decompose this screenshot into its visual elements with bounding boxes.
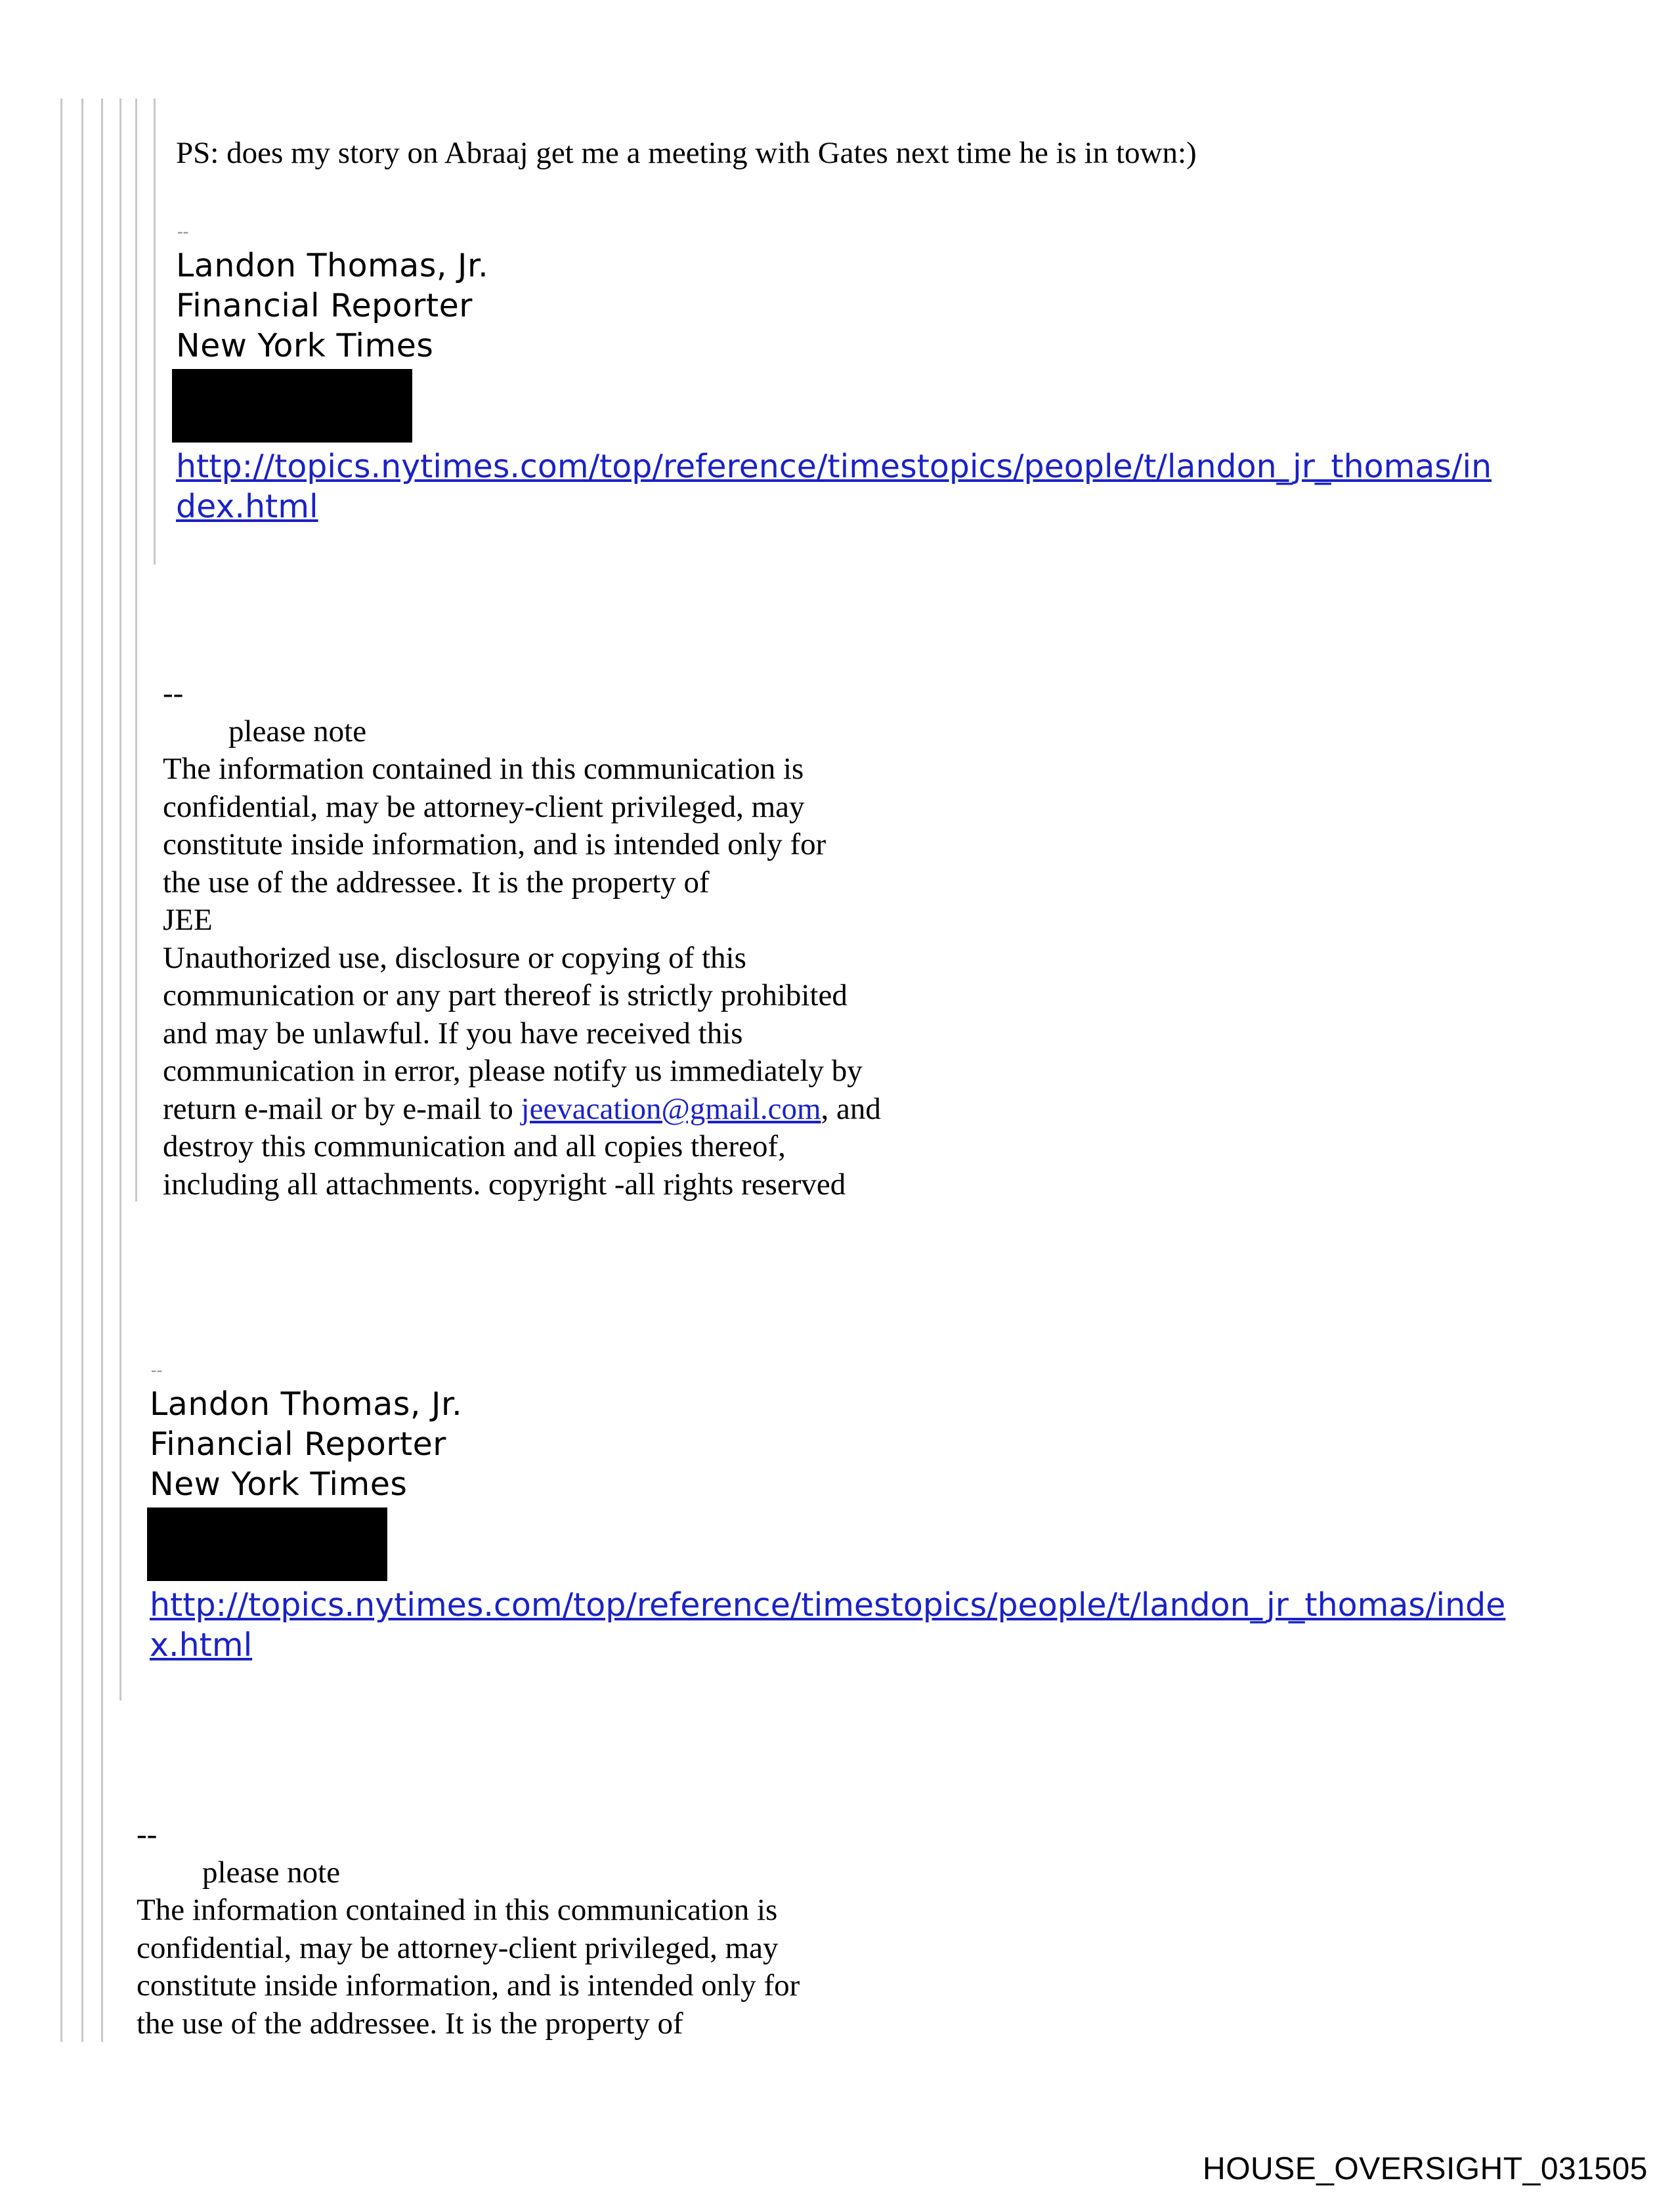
profile-link[interactable] bbox=[176, 446, 1492, 527]
disclaimer-line: constitute inside information, and is intended only for bbox=[137, 1968, 800, 2003]
signature-title: Financial Reporter bbox=[176, 287, 473, 324]
quote-bar bbox=[119, 98, 121, 1701]
profile-link-line[interactable]: http://topics.nytimes.com/top/reference/timestopics/people/t/landon_jr_thomas/in bbox=[176, 448, 1492, 485]
quote-bar bbox=[81, 98, 83, 2042]
disclaimer-heading: please note bbox=[228, 714, 367, 748]
bates-number: HOUSE_OVERSIGHT_031505 bbox=[1203, 2152, 1648, 2186]
disclaimer-line: destroy this communication and all copies thereof, bbox=[163, 1129, 786, 1163]
profile-link-line[interactable]: x.html bbox=[150, 1626, 253, 1664]
disclaimer-line: The information contained in this communication is bbox=[137, 1893, 778, 1927]
disclaimer-line: JEE bbox=[163, 903, 213, 937]
disclaimer-line: constitute inside information, and is intended only for bbox=[163, 827, 826, 861]
quote-bar bbox=[135, 98, 137, 1202]
signature-org: New York Times bbox=[176, 327, 434, 364]
email-line-prefix: return e-mail or by e-mail to bbox=[163, 1091, 521, 1126]
disclaimer-line: including all attachments. copyright -all rights reserved bbox=[163, 1167, 846, 1202]
disclaimer-line: the use of the addressee. It is the property of bbox=[137, 2006, 683, 2041]
disclaimer-line: communication in error, please notify us immediately by bbox=[163, 1054, 863, 1088]
signature-block bbox=[176, 246, 488, 366]
disclaimer-line: and may be unlawful. If you have received this bbox=[163, 1016, 743, 1051]
redaction-box bbox=[147, 1507, 387, 1581]
redaction-box bbox=[172, 369, 412, 443]
signature-name: Landon Thomas, Jr. bbox=[176, 247, 489, 284]
profile-link-line[interactable]: dex.html bbox=[176, 488, 318, 525]
disclaimer-line: The information contained in this communication is bbox=[163, 752, 804, 786]
disclaimer-heading: please note bbox=[202, 1855, 341, 1890]
disclaimer bbox=[137, 1816, 800, 2043]
disclaimer-separator: -- bbox=[163, 676, 184, 710]
disclaimer-line: the use of the addressee. It is the property of bbox=[163, 865, 710, 900]
profile-link[interactable] bbox=[150, 1585, 1505, 1665]
disclaimer-line: confidential, may be attorney-client privileged, may bbox=[163, 789, 805, 824]
profile-link-line[interactable]: http://topics.nytimes.com/top/reference/timestopics/people/t/landon_jr_thomas/inde bbox=[150, 1586, 1506, 1624]
signature-separator: -- bbox=[151, 1360, 163, 1379]
quote-bar bbox=[154, 98, 156, 565]
signature-title: Financial Reporter bbox=[150, 1425, 446, 1463]
disclaimer-line: communication or any part thereof is strictly prohibited bbox=[163, 978, 848, 1012]
disclaimer-email-line bbox=[163, 1091, 881, 1129]
email-link[interactable]: jeevacation@gmail.com bbox=[521, 1091, 821, 1126]
signature-name: Landon Thomas, Jr. bbox=[150, 1385, 463, 1423]
quote-bar bbox=[101, 98, 103, 2042]
signature-block bbox=[150, 1384, 462, 1504]
disclaimer-line: confidential, may be attorney-client privileged, may bbox=[137, 1930, 779, 1965]
disclaimer-line: Unauthorized use, disclosure or copying of this bbox=[163, 940, 746, 975]
signature-org: New York Times bbox=[150, 1465, 408, 1503]
quote-bar bbox=[60, 98, 62, 2042]
disclaimer bbox=[163, 675, 881, 1204]
signature-separator: -- bbox=[177, 222, 189, 241]
email-line-suffix: , and bbox=[821, 1091, 881, 1126]
ps-line: PS: does my story on Abraaj get me a meeting with Gates next time he is in town:) bbox=[176, 136, 1197, 170]
disclaimer-separator: -- bbox=[137, 1817, 158, 1852]
